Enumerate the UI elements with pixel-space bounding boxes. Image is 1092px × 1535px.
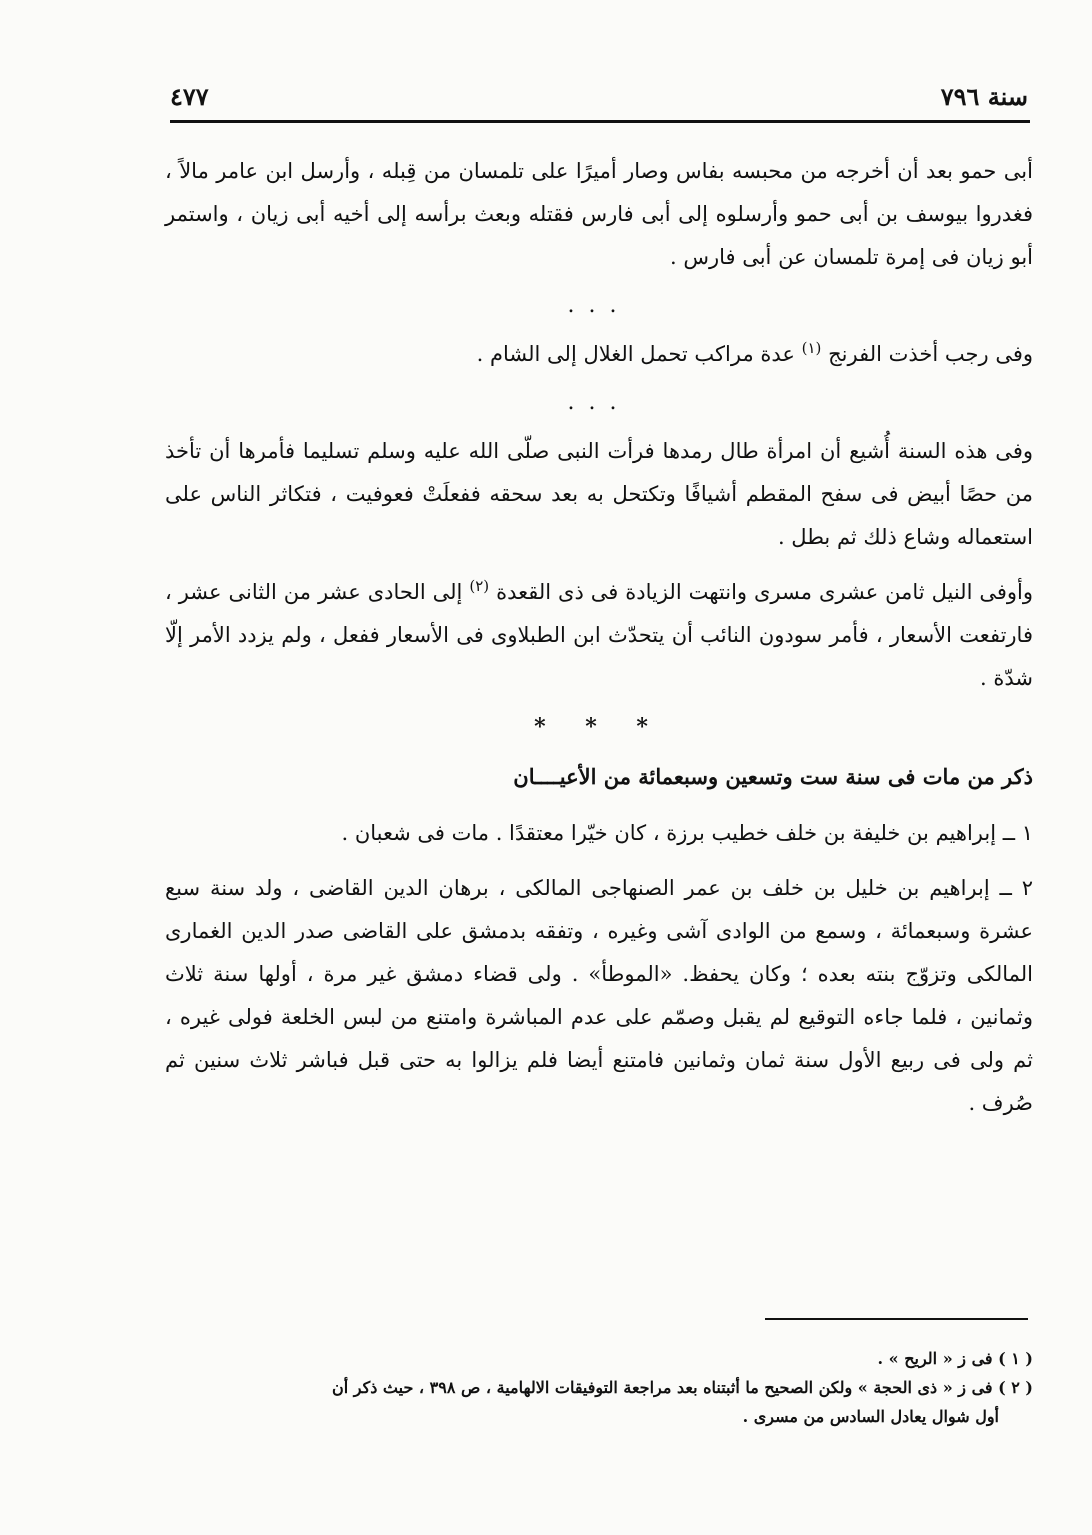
paragraph-woman-eye: وفى هذه السنة أُشيع أن امرأة طال رمدها فرأت النبى صلّى الله عليه وسلم تسليما فأمرها أن تأخذ من حصًا أبيض فى سفح المقطم أشيافًا وتكتحل به بعد سحقه ففعلَتْ فعوفيت ، فتكاثر الناس على استعماله وشاع ذلك ثم بطل .	[165, 439, 1033, 549]
paragraph-abu-hammu: أبى حمو بعد أن أخرجه من محبسه بفاس وصار أميرًا على تلمسان من قِبله ، وأرسل ابن عامر مالاً ، فغدروا بيوسف بن أبى حمو وأرسلوه إلى أبى فارس فقتله وبعث برأسه إلى أخيه أبى زيان ، واستمر أبو زيان فى إمرة تلمسان عن أبى فارس .	[165, 159, 1033, 269]
footnote-2-continuation: أول شوال يعادل السادس من مسرى .	[742, 1407, 999, 1426]
running-header	[170, 82, 1028, 122]
obituary-entry-2: ٢ ــ إبراهيم بن خليل بن خلف بن عمر الصنهاجى المالكى ، برهان الدين القاضى ، ولد سنة سبع عشرة وسبعمائة ، وسمع من الوادى آشى وغيره ، وتفقه بدمشق على القاضى صدر الدين الغمارى المالكى وتزوّج بنته بعده ؛ وكان يحفظ. «الموطأ» . ولى قضاء دمشق غير مرة ، أولها سنة ثلاث وثمانين ، فلما جاءه التوقيع لم يقبل وصمّم على عدم المباشرة وامتنع من لبس الخلعة فولى غيره ، ثم ولى فى ربيع الأول سنة ثمان وثمانين فامتنع أيضا فلم يزالوا به حتى قبل فباشر ثلاث سنين ثم صُرف .	[165, 876, 1033, 1115]
section-heading-deaths: ذكر من مات فى سنة ست وتسعين وسبعمائة من الأعيــــان	[513, 764, 1033, 789]
footnotes	[165, 1344, 1033, 1431]
footnote-1: ( ١ ) فى ز « الريح » .	[877, 1349, 1033, 1368]
paragraph-text: وأوفى النيل ثامن عشرى مسرى وانتهت الزيادة فى ذى القعدة	[496, 580, 1033, 604]
obituary-entry-1: ١ ــ إبراهيم بن خليفة بن خلف خطيب برزة ، كان خيّرا معتقدًا . مات فى شعبان .	[341, 821, 1033, 845]
paragraph-franks-rajab	[165, 333, 1033, 376]
header-rule	[170, 120, 1030, 123]
page-number: ٤٧٧	[170, 82, 209, 111]
header-year: سنة ٧٩٦	[940, 82, 1028, 111]
main-text	[165, 150, 1033, 1125]
section-separator-dots: ...	[567, 293, 631, 318]
paragraph-text: عدة مراكب تحمل الغلال إلى الشام .	[476, 342, 795, 366]
footnote-2: ( ٢ ) فى ز « ذى الحجة » ولكن الصحيح ما أثبتناه بعد مراجعة التوفيقات الالهامية ، ص ٣٩٨ ، حيث ذكر أن	[332, 1378, 1033, 1397]
section-separator-stars: * * *	[534, 714, 664, 740]
paragraph-text: إلى الحادى عشر من الثانى عشر ، فارتفعت الأسعار ، فأمر سودون النائب أن يتحدّث ابن الطبلاوى فى الأسعار ففعل ، ولم يزدد الأمر إلّا شدّة .	[165, 580, 1033, 690]
paragraph-nile	[165, 571, 1033, 700]
footnote-ref-2: (٢)	[469, 577, 490, 595]
paragraph-text: وفى رجب أخذت الفرنج	[828, 342, 1033, 366]
section-separator-dots: ...	[567, 390, 631, 415]
footnote-rule	[765, 1318, 1028, 1320]
footnote-ref-1: (١)	[801, 339, 822, 357]
